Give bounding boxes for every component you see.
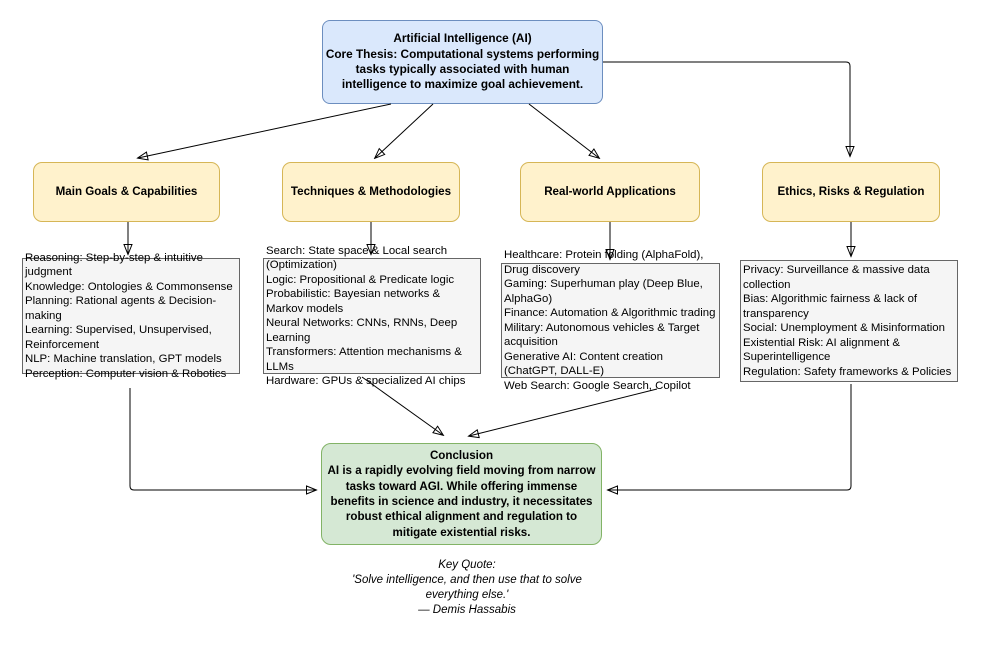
root-node-title: Artificial Intelligence (AI) xyxy=(393,31,532,46)
detail-item: Existential Risk: AI alignment & Superintelligence xyxy=(743,336,901,363)
detail-box-ethics[interactable] xyxy=(740,260,958,382)
arrow-root-to-applications xyxy=(529,104,599,158)
arrow-main-goals-to-conclusion xyxy=(130,388,316,490)
category-label: Real-world Applications xyxy=(544,185,676,199)
arrow-ethics-to-conclusion xyxy=(608,384,851,490)
detail-item: Finance: Automation & Algorithmic trading xyxy=(504,307,716,319)
quote-attribution: — Demis Hassabis xyxy=(418,604,516,616)
category-node-main-goals[interactable] xyxy=(33,162,220,222)
detail-item: Regulation: Safety frameworks & Policies xyxy=(743,365,952,378)
category-node-applications[interactable] xyxy=(520,162,700,222)
detail-item: Search: State space & Local search (Optimization) xyxy=(266,244,448,271)
root-node-ai-core-thesis[interactable] xyxy=(322,20,603,104)
detail-box-main-goals[interactable] xyxy=(22,251,240,380)
conclusion-node[interactable] xyxy=(321,443,602,545)
detail-item: Perception: Computer vision & Robotics xyxy=(25,367,227,380)
category-label: Ethics, Risks & Regulation xyxy=(777,185,925,199)
detail-item: Hardware: GPUs & specialized AI chips xyxy=(266,375,466,387)
category-node-techniques[interactable] xyxy=(282,162,460,222)
detail-item: Web Search: Google Search, Copilot xyxy=(504,379,691,392)
category-node-ethics[interactable] xyxy=(762,162,940,222)
detail-item: Healthcare: Protein folding (AlphaFold), Drug discovery xyxy=(504,249,704,276)
detail-item: Learning: Supervised, Unsupervised, Reinforcement xyxy=(25,324,212,351)
detail-item: Social: Unemployment & Misinformation xyxy=(743,322,945,334)
quote-block xyxy=(331,558,603,618)
quote-heading: Key Quote: xyxy=(438,559,496,571)
detail-box-applications[interactable] xyxy=(501,249,720,392)
detail-item: NLP: Machine translation, GPT models xyxy=(25,353,222,366)
detail-item: Bias: Algorithmic fairness & lack of transparency xyxy=(743,293,918,320)
detail-item: Logic: Propositional & Predicate logic xyxy=(266,273,455,286)
arrow-applications-to-conclusion xyxy=(469,389,657,436)
detail-box-techniques[interactable] xyxy=(263,244,481,387)
detail-item: Planning: Rational agents & Decision-making xyxy=(25,295,217,322)
arrow-root-to-main-goals xyxy=(138,104,391,158)
detail-item: Transformers: Attention mechanisms & LLMs xyxy=(266,346,462,373)
detail-item: Knowledge: Ontologies & Commonsense xyxy=(25,280,233,293)
conclusion-title: Conclusion xyxy=(429,449,494,463)
detail-item: Reasoning: Step-by-step & intuitive judgment xyxy=(25,251,203,279)
quote-text: 'Solve intelligence, and then use that to solve everything else.' xyxy=(352,574,582,601)
conclusion-body: AI is a rapidly evolving field moving from narrow tasks toward AGI. While offering immense benefits in science and industry, it necessitates robust ethical alignment and regulation to mitigate existential risks. xyxy=(327,464,596,539)
category-label: Techniques & Methodologies xyxy=(290,185,452,199)
detail-item: Neural Networks: CNNs, RNNs, Deep Learning xyxy=(266,317,458,344)
root-node-body: Core Thesis: Computational systems performing tasks typically associated with human intelligence to maximize goal achievement. xyxy=(325,46,600,92)
detail-item: Gaming: Superhuman play (Deep Blue, AlphaGo) xyxy=(504,278,703,305)
detail-item: Military: Autonomous vehicles & Target acquisition xyxy=(504,321,700,348)
detail-item: Privacy: Surveillance & massive data collection xyxy=(743,264,930,291)
category-label: Main Goals & Capabilities xyxy=(55,185,198,199)
detail-item: Generative AI: Content creation (ChatGPT, DALL-E) xyxy=(504,350,663,377)
arrow-root-to-ethics xyxy=(603,62,850,156)
arrow-root-to-techniques xyxy=(375,104,433,158)
detail-item: Probabilistic: Bayesian networks & Markov models xyxy=(266,288,441,315)
